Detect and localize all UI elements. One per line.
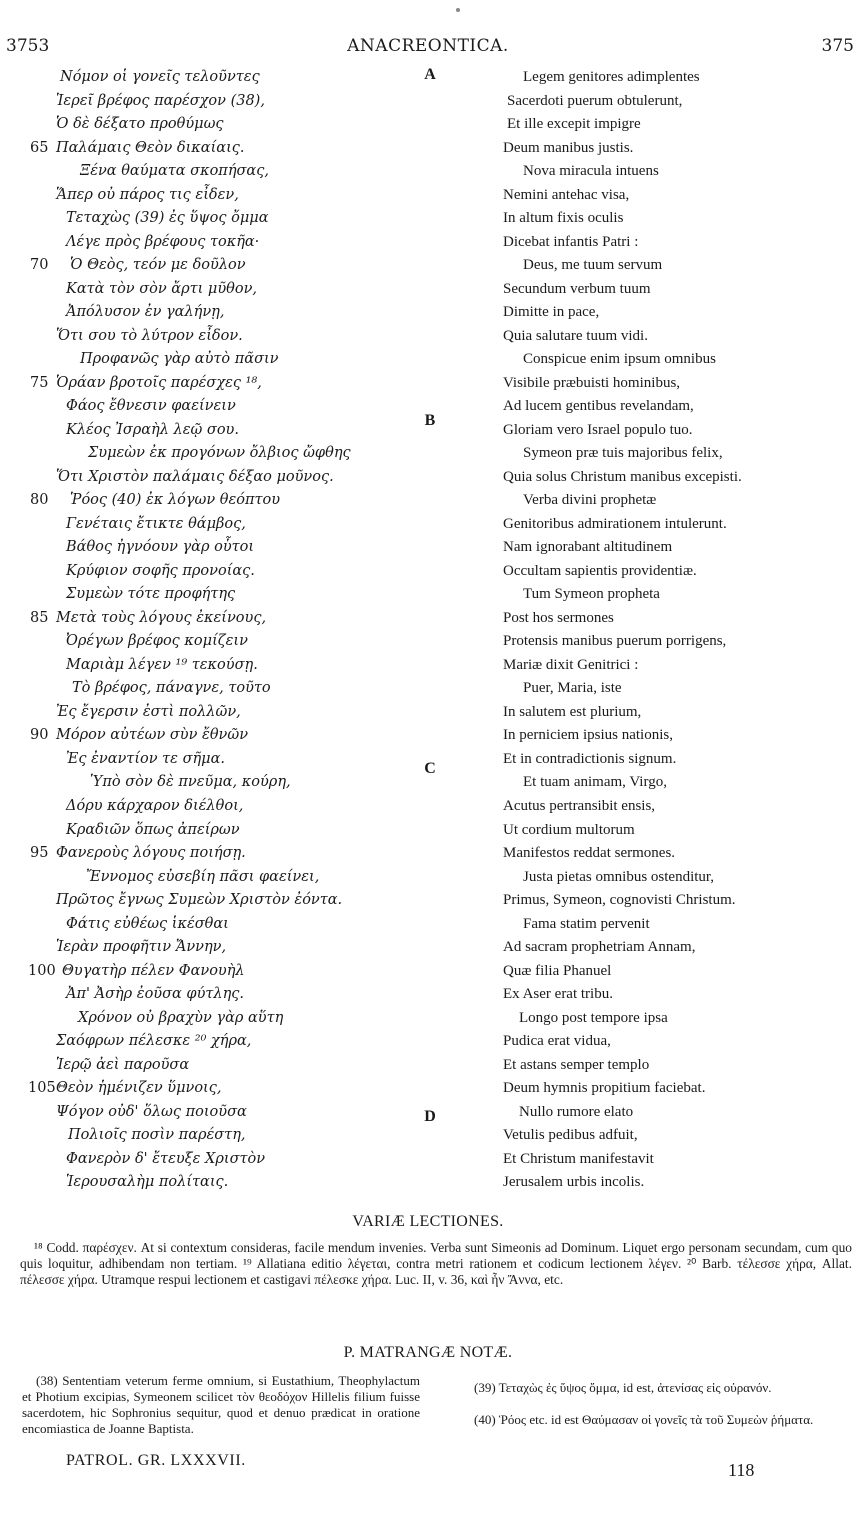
greek-line [0,1054,420,1078]
latin-line-text: Pudica erat vidua, [503,1033,611,1050]
latin-line [497,348,853,372]
latin-line [497,1124,853,1148]
latin-line [497,231,853,255]
latin-line-text: Quia solus Christum manibus excepisti. [503,468,742,485]
latin-line-text: Verba divini prophetæ [523,492,657,509]
latin-line [497,372,853,396]
greek-line-text: Χρόνον οὐ βραχὺν γὰρ αὕτη [78,1009,284,1026]
greek-line-text: Ῥόος (40) ἐκ λόγων θεόπτου [70,492,281,509]
latin-line [497,983,853,1007]
greek-line-text: Ἱερουσαλὴμ πολίταις. [66,1174,229,1191]
latin-line-text: Ad sacram prophetriam Annam, [503,939,696,956]
greek-line-text: Δόρυ κάρχαρον διέλθοι, [66,797,244,814]
latin-line [497,278,853,302]
greek-line-text: Πρῶτος ἔγνως Συμεὼν Χριστὸν ἐόντα. [56,892,343,909]
greek-line [0,560,420,584]
greek-line-text: Φάος ἔθνεσιν φαείνειν [66,398,236,415]
section-marker-b: B [424,412,436,429]
greek-line [0,419,420,443]
greek-line [0,1148,420,1172]
latin-line [497,90,853,114]
greek-line-text: Κλέος Ἰσραὴλ λεῷ σου. [66,421,239,438]
note-39: (39) Τεταχὼς ἐς ὕψος ὄμμα, id est, ἀτενίσας εἰς οὐρανόν. [474,1380,772,1395]
greek-line [0,1007,420,1031]
latin-line-text: Fama statim pervenit [523,915,650,932]
greek-line [0,231,420,255]
latin-line [497,960,853,984]
greek-line-text: Μετὰ τοὺς λόγους ἐκείνους, [56,609,267,626]
greek-line [0,278,420,302]
latin-line-text: Gloriam vero Israel populo tuo. [503,421,693,438]
greek-line [0,207,420,231]
latin-line-text: Conspicue enim ipsum omnibus [523,351,716,368]
latin-line-text: Et Christum manifestavit [503,1150,654,1167]
latin-line-text: Dimitte in pace, [503,304,600,321]
right-page-number: 375 [821,36,854,56]
greek-line-text: Θεὸν ἡμένιζεν ὕμνοις, [56,1080,222,1097]
latin-line-text: Ut cordium multorum [503,821,635,838]
line-number: 90 [30,727,49,744]
greek-line [0,630,420,654]
greek-line-text: Κρύφιον σοφῆς προνοίας. [66,562,255,579]
greek-line-text: Τεταχὼς (39) ἐς ὕψος ὄμμα [66,210,269,227]
latin-line [497,325,853,349]
line-number: 100 [28,962,56,979]
latin-line [497,466,853,490]
latin-line-text: Vetulis pedibus adfuit, [503,1127,638,1144]
greek-line-text: Τὸ βρέφος, πάναγνε, τοῦτο [72,680,271,697]
latin-line [497,630,853,654]
greek-line-text: Ἱερεῖ βρέφος παρέσχον (38), [56,92,265,109]
latin-line [497,677,853,701]
greek-line [0,113,420,137]
greek-line-text: Ξένα θαύματα σκοπήσας, [80,163,269,180]
greek-line-text: Ἐς ἐναντίον τε σῆμα. [66,750,225,767]
latin-line-text: Post hos sermones [503,609,614,626]
greek-line-text: Φάτις εὐθέως ἱκέσθαι [66,915,229,932]
latin-line [497,654,853,678]
note-40: (40) Ῥόος etc. id est Θαύμασαν οἱ γονεῖς τὰ τοῦ Συμεὼν ῥήματα. [474,1412,814,1427]
greek-line [0,442,420,466]
greek-line-text: Γενέταις ἔτικτε θάμβος, [66,515,246,532]
section-marker-d: D [424,1108,436,1125]
greek-line [0,536,420,560]
note-38: (38) Sententiam veterum ferme omnium, si Eustathium, Theophylactum et Photium excipias, Symeonem scilicet τὸν θεοδόχον Hillelis filium fuisse sacerdotem, hic Sophronius sequitur, quod et denuo prædicat in oratione encomiastica de Joanne Baptista. [22,1373,420,1436]
greek-line [0,137,420,161]
greek-line-text: Ἱερὰν προφῆτιν Ἄννην, [56,939,227,956]
notae-heading: P. MATRANGÆ NOTÆ. [343,1344,513,1361]
latin-line-text: Sacerdoti puerum obtulerunt, [507,92,683,109]
latin-line [497,701,853,725]
latin-line [497,513,853,537]
greek-line-text: Συμεὼν τότε προφήτης [66,586,236,603]
greek-line [0,583,420,607]
greek-line-text: Ὅτι Χριστὸν παλάμαις δέξαο μοῦνος. [56,468,334,485]
greek-line [0,395,420,419]
latin-line [497,1148,853,1172]
latin-line [497,1007,853,1031]
latin-line-text: Et astans semper templo [503,1056,650,1073]
latin-line-text: Nemini antehac visa, [503,186,630,203]
greek-line-text: Κατὰ τὸν σὸν ἄρτι μῦθον, [66,280,258,297]
latin-line [497,936,853,960]
latin-line [497,160,853,184]
latin-line-text: Manifestos reddat sermones. [503,845,676,862]
latin-line-text: Et ille excepit impigre [507,116,641,133]
greek-line [0,983,420,1007]
greek-line-text: Ὁ Θεὸς, τεόν με δοῦλον [70,257,246,274]
latin-line-text: Occultam sapientis providentiæ. [503,562,697,579]
greek-line [0,607,420,631]
latin-line [497,1077,853,1101]
latin-line-text: Deum manibus justis. [503,139,634,156]
greek-line [0,66,420,90]
line-number: 85 [30,609,49,626]
latin-line-text: Protensis manibus puerum porrigens, [503,633,727,650]
latin-line-text: Deum hymnis propitium faciebat. [503,1080,706,1097]
latin-line-text: Justa pietas omnibus ostenditur, [523,868,715,885]
latin-line [497,419,853,443]
latin-line-text: Genitoribus admirationem intulerunt. [503,515,727,532]
greek-line-text: Μόρον αὐτέων σὺν ἔθνῶν [56,727,249,744]
greek-line [0,1171,420,1195]
greek-line [0,677,420,701]
latin-line [497,66,853,90]
greek-line [0,489,420,513]
latin-line-text: In perniciem ipsius nationis, [503,727,673,744]
greek-line [0,513,420,537]
latin-line-text: Visibile præbuisti hominibus, [503,374,681,391]
latin-line-text: Et tuam animam, Virgo, [523,774,667,791]
latin-line [497,1171,853,1195]
latin-line [497,819,853,843]
greek-line [0,1077,420,1101]
greek-line [0,819,420,843]
latin-line-text: Ad lucem gentibus revelandam, [503,398,694,415]
greek-line-text: Ἀπόλυσον ἐν γαλήνῃ, [66,304,225,321]
latin-line-text: Jerusalem urbis incolis. [503,1174,645,1191]
latin-line [497,137,853,161]
greek-line-text: Ὅτι σου τὸ λύτρον εἶδον. [56,327,243,344]
section-marker-a: A [424,66,436,83]
latin-line [497,866,853,890]
greek-line [0,254,420,278]
latin-line [497,771,853,795]
latin-line [497,1101,853,1125]
greek-line [0,90,420,114]
line-number: 65 [30,139,49,156]
latin-line-text: Dicebat infantis Patri : [503,233,639,250]
greek-line [0,960,420,984]
greek-line [0,795,420,819]
latin-line-text: In altum fixis oculis [503,210,624,227]
latin-line-text: Mariæ dixit Genitrici : [503,656,639,673]
latin-line [497,583,853,607]
greek-line-text: Βάθος ἠγνόουν γὰρ οὗτοι [66,539,255,556]
latin-line-text: Symeon præ tuis majoribus felix, [523,445,723,462]
greek-line-text: Λέγε πρὸς βρέφους τοκῆα· [66,233,260,250]
greek-line-text: Ὁ δὲ δέξατο προθύμως [56,116,224,133]
line-number: 105 [28,1080,56,1097]
greek-line-text: Πολιοῖς ποσὶν παρέστη, [68,1127,246,1144]
line-number: 80 [30,492,49,509]
latin-line [497,1030,853,1054]
latin-line [497,913,853,937]
latin-line [497,607,853,631]
latin-line [497,254,853,278]
greek-line-text: Θυγατὴρ πέλεν Φανουὴλ [62,962,245,979]
line-number: 70 [30,257,49,274]
latin-line [497,889,853,913]
latin-line [497,1054,853,1078]
greek-line-text: Ἱερῷ ἀεὶ παροῦσα [56,1056,190,1073]
latin-line-text: Nullo rumore elato [519,1103,634,1120]
greek-line [0,348,420,372]
latin-line [497,724,853,748]
latin-line-text: Ex Aser erat tribu. [503,986,613,1003]
greek-line-text: Φανερὸν δ' ἔτευξε Χριστὸν [66,1150,266,1167]
greek-line-text: Ἐς ἔγερσιν ἐστὶ πολλῶν, [56,703,241,720]
greek-line-text: Νόμον οἱ γονεῖς τελοῦντες [60,69,260,85]
latin-line-text: Et in contradictionis signum. [503,750,677,767]
latin-line [497,395,853,419]
greek-line-text: Ὀρέγων βρέφος κομίζειν [66,633,248,650]
latin-line-text: Longo post tempore ipsa [519,1009,668,1026]
greek-line [0,1101,420,1125]
greek-line [0,842,420,866]
greek-line-text: Ψόγον οὐδ' ὅλως ποιοῦσα [56,1103,247,1120]
latin-line [497,795,853,819]
greek-line [0,771,420,795]
latin-line [497,560,853,584]
greek-line [0,913,420,937]
greek-line [0,701,420,725]
greek-line-text: Ἀπ' Ἀσὴρ ἐοῦσα φύτλης. [66,986,245,1003]
latin-line-text: Primus, Symeon, cognovisti Christum. [503,892,736,909]
latin-line [497,489,853,513]
line-number: 95 [30,845,49,862]
latin-line [497,207,853,231]
latin-line-text: In salutem est plurium, [503,703,642,720]
greek-line [0,1124,420,1148]
variae-lectiones-heading: VARIÆ LECTIONES. [352,1213,504,1230]
latin-line-text: Quæ filia Phanuel [503,962,612,979]
greek-line-text: Κραδιῶν ὅπως ἀπείρων [66,821,240,838]
greek-line [0,372,420,396]
greek-line [0,936,420,960]
greek-line [0,301,420,325]
greek-line-text: Ἔννομος εὐσεβίη πᾶσι φαείνει, [86,868,320,885]
greek-line-text: Μαριὰμ λέγεν ¹⁹ τεκούσῃ. [66,656,258,673]
greek-line [0,748,420,772]
patrologia-footer: PATROL. GR. LXXXVII. [66,1452,246,1469]
greek-line [0,654,420,678]
latin-line [497,536,853,560]
latin-line-text: Tum Symeon propheta [523,586,660,603]
greek-line [0,724,420,748]
latin-line [497,748,853,772]
greek-line-text: Προφανῶς γὰρ αὐτὸ πᾶσιν [80,351,279,368]
greek-line [0,866,420,890]
greek-line [0,466,420,490]
latin-text-column [497,66,853,1195]
greek-line-text: Σαόφρων πέλεσκε ²⁰ χήρα, [56,1033,252,1050]
greek-line-text: Ὑπὸ σὸν δὲ πνεῦμα, κούρη, [90,774,291,791]
greek-line-text: Ὁράαν βροτοῖς παρέσχες ¹⁸, [56,374,262,391]
signature-mark: 118 [728,1460,755,1480]
page-dot [456,8,460,12]
latin-line [497,301,853,325]
greek-text-column [0,66,420,1195]
latin-line-text: Nova miracula intuens [523,163,659,180]
latin-line-text: Quia salutare tuum vidi. [503,327,648,344]
latin-line-text: Secundum verbum tuum [503,280,651,297]
greek-line-text: Παλάμαις Θεὸν δικαίαις. [56,139,245,156]
left-page-number: 3753 [6,36,50,56]
latin-line-text: Acutus pertransibit ensis, [503,797,656,814]
latin-line [497,184,853,208]
running-title: ANACREONTICA. [347,36,509,56]
section-marker-c: C [424,760,436,777]
latin-line-text: Deus, me tuum servum [523,257,663,274]
greek-line-text: Ἅπερ οὐ πάρος τις εἶδεν, [56,186,239,203]
greek-line-text: Φανεροὺς λόγους ποιήσῃ. [56,845,246,862]
greek-line [0,184,420,208]
greek-line [0,1030,420,1054]
variae-lectiones-text: ¹⁸ Codd. παρέσχεν. At si contextum consideras, facile mendum invenies. Verba sunt Simeonis ad Dominum. Liquet ergo personam secundam, cum quo quis loquitur, adhibendam non tertiam. ¹⁹ Allatiana editio λέγεται, contra metri rationem et codicum lectionem λέγεν. ²⁰ Barb. τέλεσσε χήρα, Allat. πέλεσσε χήρα. Utramque respui lectionem et castigavi πέλεσκε χήρα. Luc. II, v. 36, καὶ ἦν Ἄννα, etc. [20,1240,852,1287]
greek-line-text: Συμεὼν ἐκ προγόνων ὄλβιος ὤφθης [88,445,351,462]
latin-line-text: Nam ignorabant altitudinem [503,539,673,556]
greek-line [0,325,420,349]
line-number: 75 [30,374,49,391]
latin-line-text: Legem genitores adimplentes [523,69,700,85]
latin-line [497,113,853,137]
greek-line [0,889,420,913]
latin-line [497,842,853,866]
latin-line-text: Puer, Maria, iste [523,680,622,697]
latin-line [497,442,853,466]
greek-line [0,160,420,184]
